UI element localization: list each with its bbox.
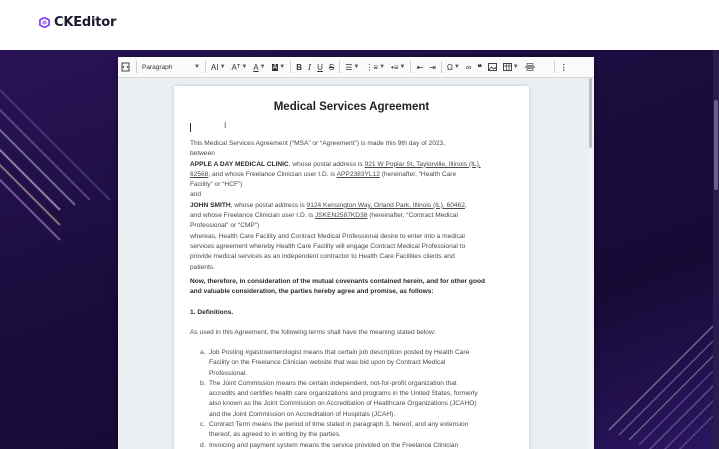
whereas-paragraph	[190, 232, 515, 273]
text-line: services agreement whereby Health Care Facility will engage Contract Medical Professional to	[190, 242, 466, 250]
party-one-address-link[interactable]: 921 W Poplar St, Taylorville, Illinois (IL),	[364, 160, 481, 168]
text-line: also known as the Joint Commission on Accreditation of Healthcare Organizations (JCAHO)	[209, 400, 477, 408]
text-line: thereof, as agreed to in writing by the parties.	[209, 431, 341, 439]
link-icon: ∞	[465, 62, 472, 72]
heading-dropdown-label: Paragraph	[142, 63, 173, 71]
party-one-id-link[interactable]: APP2383YL12	[336, 170, 380, 178]
text-cursor	[190, 123, 191, 132]
italic-button[interactable]	[306, 59, 313, 75]
text-line: between	[190, 150, 215, 158]
heading-dropdown[interactable]	[140, 59, 202, 75]
intro-paragraph	[190, 139, 515, 160]
alignment-button[interactable]	[343, 59, 361, 75]
consideration-paragraph	[190, 277, 515, 298]
text-line	[190, 201, 515, 211]
document-page[interactable]	[174, 86, 529, 449]
block-quote-button[interactable]	[475, 59, 483, 75]
indent-icon: ⇥	[429, 62, 436, 72]
party-two-address-link[interactable]: 9124 Kensington Way, Orland Park, Illinois (IL), 60462	[306, 201, 465, 209]
source-editing-button[interactable]	[119, 59, 133, 75]
font-family-icon: Aᵀ	[231, 62, 241, 72]
text-line: Invoicing and payment system means the service provided on the Freelance Clinician	[209, 441, 459, 449]
text-span: , and whose Freelance Clinician user I.D. is	[208, 170, 337, 178]
decorative-stripes	[589, 300, 719, 449]
toolbar-separator	[441, 61, 442, 73]
party-two-id-link[interactable]: JSKEN2587KD38	[314, 212, 368, 220]
site-header	[0, 0, 719, 50]
text-span: (hereinafter, “Contract Medical	[367, 212, 458, 220]
font-color-icon: A	[253, 62, 259, 72]
decorative-stripes	[0, 90, 120, 250]
indent-button[interactable]	[427, 59, 438, 75]
bulleted-list-icon: •≡	[391, 62, 399, 72]
ckeditor-logo-icon	[39, 17, 50, 28]
omega-icon: Ω	[446, 62, 453, 72]
strikethrough-button[interactable]	[327, 59, 336, 75]
background-color-button[interactable]	[270, 59, 288, 75]
italic-icon: I	[307, 62, 312, 72]
toolbar-separator	[410, 61, 411, 73]
bold-button[interactable]	[294, 59, 304, 75]
party-one-paragraph	[190, 160, 515, 201]
outdent-button[interactable]	[414, 59, 425, 75]
text-line: Facility on the Freelance Clinician website that was bid upon by Contract Medical	[209, 359, 446, 367]
definitions-intro: As used in this Agreement, the following terms shall have the meaning stated below:	[190, 329, 436, 336]
party-one-zip-link[interactable]: 62568	[190, 170, 209, 178]
link-button[interactable]	[464, 59, 474, 75]
chevron-down-icon: ▼	[353, 64, 360, 70]
numbered-list-button[interactable]	[363, 59, 387, 75]
vertical-dots-icon: ⋮	[559, 62, 568, 72]
text-line: The Joint Commission means the certain independent, not-for-profit organization that	[209, 379, 457, 387]
text-line: Contract Term means the period of time stated in paragraph 3, hereof, and any extension	[209, 421, 469, 429]
brand-name: CKEditor	[54, 15, 117, 30]
toolbar-separator	[554, 61, 555, 73]
list-item	[200, 441, 516, 449]
text-span: and whose Freelance Clinician user I.D. is	[190, 212, 315, 220]
strikethrough-icon: S	[328, 62, 335, 72]
chevron-down-icon: ▼	[453, 64, 460, 70]
special-characters-button[interactable]	[445, 59, 462, 75]
toolbar-separator	[136, 61, 137, 73]
editor-scrollbar[interactable]	[588, 78, 593, 449]
chevron-down-icon: ▼	[219, 64, 226, 70]
text-span: (hereinafter, “Health Care	[379, 170, 457, 178]
list-marker: d.	[200, 441, 206, 449]
background-color-icon: A	[272, 63, 278, 71]
chevron-down-icon: ▼	[194, 64, 200, 70]
list-item	[200, 348, 516, 379]
image-icon	[488, 63, 497, 71]
party-one-name: APPLE A DAY MEDICAL CLINIC	[190, 160, 289, 168]
definitions-heading: 1. Definitions.	[190, 309, 234, 316]
quote-icon: ❝	[477, 62, 482, 72]
underline-button[interactable]	[315, 59, 325, 75]
text-line: Professional.	[209, 369, 248, 377]
font-size-icon: AI	[211, 62, 219, 72]
text-line: patients.	[190, 263, 215, 271]
horizontal-line-icon	[525, 63, 535, 71]
party-two-name: JOHN SMITH	[190, 201, 231, 209]
font-size-button[interactable]	[209, 59, 228, 75]
document-title: Medical Services Agreement	[273, 101, 430, 113]
list-marker: c.	[200, 421, 206, 429]
text-span: ,	[464, 201, 467, 209]
chevron-down-icon: ▼	[259, 64, 266, 70]
text-line: provide medical services as an independent contractor to Health Care Facilities clients and	[190, 253, 455, 261]
align-left-icon: ☰	[345, 62, 353, 72]
horizontal-line-button[interactable]	[523, 59, 537, 75]
chevron-down-icon: ▼	[399, 64, 406, 70]
underline-icon: U	[317, 62, 323, 72]
text-line	[190, 211, 515, 221]
table-icon	[503, 63, 512, 71]
editor-toolbar	[118, 57, 594, 78]
list-item	[200, 379, 516, 420]
table-button[interactable]	[501, 59, 521, 75]
ibeam-cursor-icon: I	[224, 121, 227, 130]
toolbar-separator	[339, 61, 340, 73]
text-line: whereas, Health Care Facility and Contract Medical Professional desire to enter into a medical	[190, 232, 465, 240]
source-editing-icon	[121, 62, 131, 72]
bold-icon: B	[296, 62, 302, 72]
text-line: Facility” or “HCF”)	[190, 181, 243, 189]
chevron-down-icon: ▼	[241, 64, 248, 70]
toolbar-separator	[205, 61, 206, 73]
text-line: accredits and certifies health care organizations and programs in the United States, formerly	[209, 390, 478, 398]
list-marker: a.	[200, 349, 206, 356]
editor	[118, 57, 594, 449]
font-color-button[interactable]	[251, 59, 267, 75]
text-line: This Medical Services Agreement (“MSA” or “Agreement”) is made this 9th day of 2023,	[190, 140, 446, 147]
editor-canvas	[118, 78, 594, 449]
more-items-button[interactable]	[558, 59, 570, 75]
text-line: Job Posting #gastroenterologist means that certain job description posted by Health Care	[209, 349, 470, 356]
image-button[interactable]	[486, 59, 499, 75]
bulleted-list-button[interactable]	[389, 59, 407, 75]
text-span: , whose postal address is	[288, 160, 365, 168]
ckeditor-logo[interactable]	[39, 15, 116, 30]
outdent-icon: ⇤	[416, 62, 424, 72]
font-family-button[interactable]	[230, 59, 250, 75]
page-scrollbar-thumb[interactable]	[714, 100, 718, 190]
chevron-down-icon: ▼	[512, 64, 519, 70]
text-line: and the Joint Commission on Accreditation of Hospitals (JCAH).	[209, 410, 396, 418]
text-line: and	[190, 191, 202, 199]
chevron-down-icon: ▼	[379, 64, 386, 70]
text-line: Professional” or “CMP”)	[190, 222, 260, 230]
text-line: and valuable consideration, the parties hereby agree and promise, as follows:	[190, 288, 434, 296]
text-line	[190, 160, 515, 170]
definitions-list	[200, 348, 516, 449]
list-marker: b.	[200, 379, 206, 387]
editor-scrollbar-thumb[interactable]	[589, 78, 592, 148]
chevron-down-icon: ▼	[279, 64, 286, 70]
text-line: Now, therefore, in consideration of the mutual covenants contained herein, and for other good	[190, 278, 486, 285]
list-item	[200, 420, 516, 441]
text-span: , whose postal address is	[230, 201, 307, 209]
party-two-paragraph	[190, 201, 515, 232]
text-line	[190, 170, 515, 180]
numbered-list-icon: ⋮≡	[365, 62, 379, 72]
toolbar-separator	[290, 61, 291, 73]
